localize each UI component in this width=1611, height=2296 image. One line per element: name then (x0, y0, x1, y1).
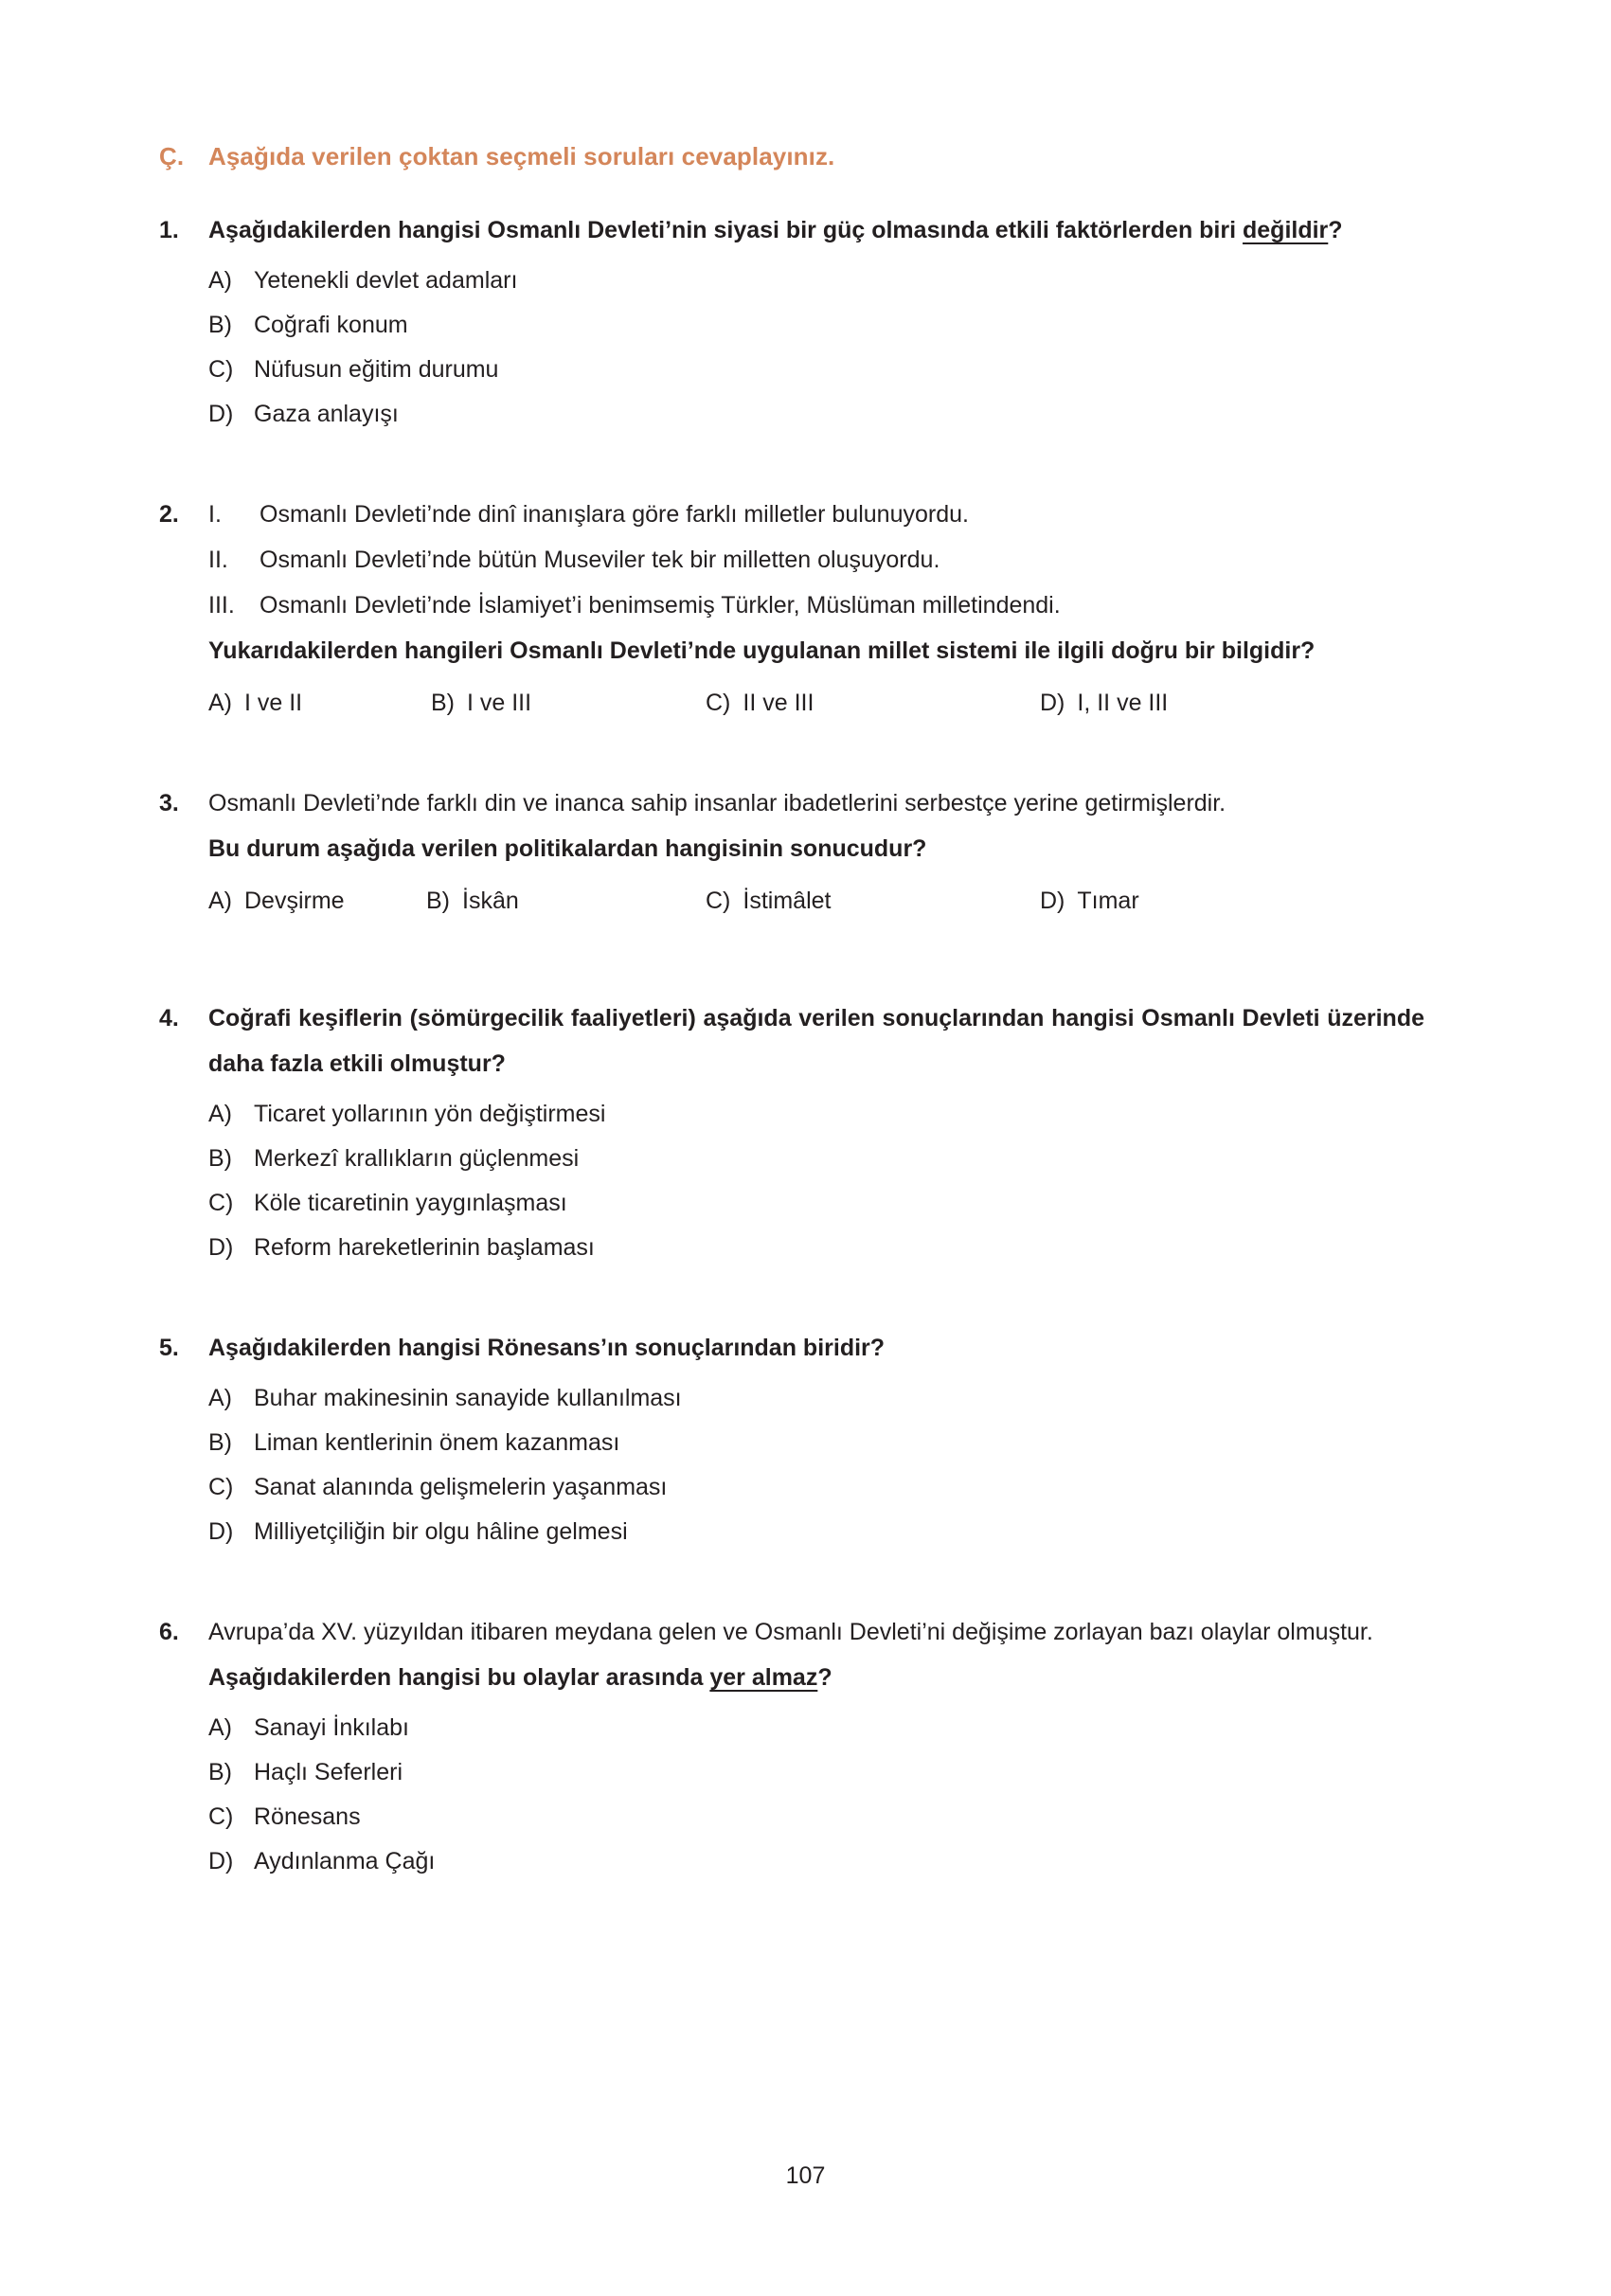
question-5-option-a[interactable] (208, 1376, 1424, 1421)
question-4-option-c[interactable] (208, 1181, 1424, 1226)
option-text: Tımar (1077, 888, 1139, 914)
question-3-option-c[interactable] (706, 879, 1040, 924)
option-letter: A) (208, 690, 232, 716)
question-5-option-b[interactable] (208, 1421, 1424, 1465)
option-letter: D) (208, 401, 234, 427)
question-5-option-d[interactable] (208, 1510, 1424, 1554)
question-1-options (208, 259, 1424, 437)
option-text: Gaza anlayışı (254, 401, 399, 427)
question-2-stem: Yukarıdakilerden hangileri Osmanlı Devleti’nde uygulanan millet sistemi ile ilgili doğru bir bilgidir? (208, 637, 1316, 664)
question-4-option-a[interactable] (208, 1092, 1424, 1137)
question-6-options (208, 1706, 1424, 1884)
option-letter: C) (208, 1474, 234, 1500)
question-1-option-c[interactable] (208, 348, 1424, 392)
option-text: Merkezî krallıkların güçlenmesi (254, 1145, 580, 1172)
question-4-options (208, 1092, 1424, 1270)
question-2-premise-1 (208, 492, 1424, 537)
spacer (159, 1270, 1424, 1325)
question-3-option-a[interactable] (208, 879, 426, 924)
question-1-stem-underlined: değildir (1243, 217, 1329, 243)
question-3-context: Osmanlı Devleti’nde farklı din ve inanca sahip insanlar ibadetlerini serbestçe yerine getirmişlerdir. (208, 790, 1226, 816)
question-3 (159, 780, 1424, 924)
section-heading (159, 142, 1424, 171)
option-letter: D) (208, 1518, 234, 1545)
spacer (159, 726, 1424, 780)
question-2-premise-2 (208, 537, 1424, 583)
spacer (159, 437, 1424, 492)
question-1-body (208, 207, 1424, 437)
question-5-number: 5. (159, 1335, 179, 1361)
question-1-number: 1. (159, 217, 179, 243)
option-text: Rönesans (254, 1803, 361, 1830)
question-3-stem: Bu durum aşağıda verilen politikalardan hangisinin sonucudur? (208, 835, 927, 862)
question-2-premise-3 (208, 583, 1424, 628)
option-letter: D) (208, 1234, 234, 1261)
option-text: Liman kentlerinin önem kazanması (254, 1429, 620, 1456)
option-text: Milliyetçiliğin bir olgu hâline gelmesi (254, 1518, 628, 1545)
question-3-options (208, 879, 1424, 924)
option-text: Ticaret yollarının yön değiştirmesi (254, 1101, 606, 1127)
question-6-option-c[interactable] (208, 1795, 1424, 1839)
spacer (159, 1554, 1424, 1609)
option-letter: B) (431, 690, 455, 716)
question-1-option-b[interactable] (208, 303, 1424, 348)
question-4 (159, 996, 1424, 1270)
question-2-option-d[interactable] (1040, 681, 1168, 726)
option-letter: A) (208, 888, 232, 914)
spacer (159, 924, 1424, 996)
option-text: Haçlı Seferleri (254, 1759, 403, 1785)
question-5-body (208, 1325, 1424, 1554)
question-6-context: Avrupa’da XV. yüzyıldan itibaren meydana gelen ve Osmanlı Devleti’ni değişime zorlayan bazı olaylar olmuştur. (208, 1619, 1373, 1645)
option-letter: C) (706, 690, 731, 716)
premise-numeral: III. (208, 592, 235, 619)
option-letter: C) (208, 1803, 234, 1830)
option-text: Aydınlanma Çağı (254, 1848, 436, 1874)
question-3-option-d[interactable] (1040, 879, 1139, 924)
question-4-stem: Coğrafi keşiflerin (sömürgecilik faaliyetleri) aşağıda verilen sonuçlarından hangisi Osmanlı Devleti üzerinde daha fazla etkili olmuştur? (208, 1005, 1424, 1077)
option-text: I ve II (244, 690, 303, 716)
option-text: İskân (462, 888, 519, 914)
option-text: Reform hareketlerinin başlaması (254, 1234, 595, 1261)
question-1-option-a[interactable] (208, 259, 1424, 303)
question-1-stem (208, 207, 1424, 253)
question-5-options (208, 1376, 1424, 1554)
question-4-body (208, 996, 1424, 1270)
question-2-option-a[interactable] (208, 681, 431, 726)
question-1 (159, 207, 1424, 437)
option-letter: B) (426, 888, 450, 914)
question-6-number: 6. (159, 1619, 179, 1645)
premise-text: Osmanlı Devleti’nde İslamiyet’i benimsemiş Türkler, Müslüman milletindendi. (260, 592, 1061, 619)
question-2-number: 2. (159, 501, 179, 528)
option-text: I, II ve III (1077, 690, 1169, 716)
option-text: Yetenekli devlet adamları (254, 267, 518, 294)
option-text: Sanayi İnkılabı (254, 1714, 409, 1741)
option-letter: C) (706, 888, 731, 914)
question-6-option-b[interactable] (208, 1750, 1424, 1795)
option-letter: C) (208, 356, 234, 383)
option-text: Sanat alanında gelişmelerin yaşanması (254, 1474, 668, 1500)
page-content (159, 142, 1424, 1884)
page-number: 107 (785, 2162, 826, 2189)
question-6-stem-underlined: yer almaz (709, 1664, 818, 1691)
option-letter: A) (208, 267, 232, 294)
question-2-body (208, 492, 1424, 726)
option-text: Coğrafi konum (254, 312, 408, 338)
option-text: Devşirme (244, 888, 345, 914)
question-6-stem-before: Aşağıdakilerden hangisi bu olaylar arasında (208, 1664, 710, 1691)
question-6 (159, 1609, 1424, 1884)
option-text: Köle ticaretinin yaygınlaşması (254, 1190, 567, 1216)
option-letter: D) (208, 1848, 234, 1874)
question-3-option-b[interactable] (426, 879, 706, 924)
question-6-option-d[interactable] (208, 1839, 1424, 1884)
option-text: Buhar makinesinin sanayide kullanılması (254, 1385, 682, 1411)
question-5-option-c[interactable] (208, 1465, 1424, 1510)
option-letter: B) (208, 1145, 232, 1172)
question-4-option-d[interactable] (208, 1226, 1424, 1270)
question-2 (159, 492, 1424, 726)
question-6-body (208, 1609, 1424, 1884)
option-letter: A) (208, 1714, 232, 1741)
option-letter: A) (208, 1101, 232, 1127)
section-title: Aşağıda verilen çoktan seçmeli soruları cevaplayınız. (208, 142, 835, 170)
option-letter: C) (208, 1190, 234, 1216)
question-1-stem-after: ? (1328, 217, 1343, 243)
question-5-stem: Aşağıdakilerden hangisi Rönesans’ın sonuçlarından biridir? (208, 1335, 886, 1361)
option-text: I ve III (467, 690, 532, 716)
option-letter: B) (208, 1759, 232, 1785)
option-text: İstimâlet (743, 888, 832, 914)
premise-text: Osmanlı Devleti’nde dinî inanışlara göre farklı milletler bulunuyordu. (260, 501, 969, 528)
question-6-option-a[interactable] (208, 1706, 1424, 1750)
question-6-stem (208, 1655, 1424, 1700)
question-4-option-b[interactable] (208, 1137, 1424, 1181)
premise-text: Osmanlı Devleti’nde bütün Museviler tek bir milletten oluşuyordu. (260, 547, 940, 573)
question-3-body (208, 780, 1424, 924)
question-2-options (208, 681, 1424, 726)
question-2-option-b[interactable] (431, 681, 706, 726)
question-1-option-d[interactable] (208, 392, 1424, 437)
question-5 (159, 1325, 1424, 1554)
option-letter: D) (1040, 690, 1065, 716)
option-letter: B) (208, 312, 232, 338)
option-letter: A) (208, 1385, 232, 1411)
question-1-stem-before: Aşağıdakilerden hangisi Osmanlı Devleti’nin siyasi bir güç olmasında etkili faktörlerden biri (208, 217, 1243, 243)
premise-numeral: I. (208, 501, 222, 528)
option-letter: D) (1040, 888, 1065, 914)
premise-numeral: II. (208, 547, 228, 573)
question-2-option-c[interactable] (706, 681, 1040, 726)
option-text: II ve III (743, 690, 814, 716)
question-4-number: 4. (159, 1005, 179, 1031)
section-marker: Ç. (159, 142, 185, 170)
question-6-stem-after: ? (817, 1664, 832, 1691)
question-3-number: 3. (159, 790, 179, 816)
option-text: Nüfusun eğitim durumu (254, 356, 499, 383)
option-letter: B) (208, 1429, 232, 1456)
